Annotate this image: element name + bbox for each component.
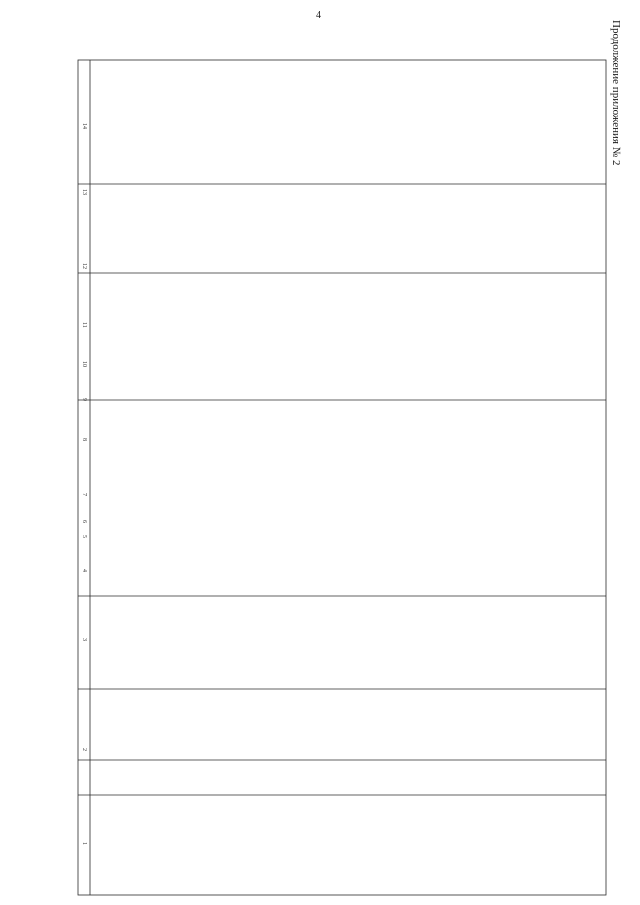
- column-number-8: 8: [81, 438, 87, 441]
- column-number-1: 1: [81, 842, 87, 845]
- column-number-2: 2: [81, 748, 87, 751]
- table-border: [78, 60, 606, 895]
- column-number-12: 12: [81, 263, 87, 269]
- column-number-11: 11: [81, 322, 87, 328]
- column-number-6: 6: [81, 520, 87, 523]
- column-number-13: 13: [81, 189, 87, 195]
- column-number-7: 7: [81, 493, 87, 496]
- column-number-14: 14: [81, 123, 87, 129]
- column-number-strip: [81, 123, 87, 845]
- page-number: 4: [316, 10, 321, 21]
- column-number-10: 10: [81, 361, 87, 367]
- continuation-caption: Продолжение приложения № 2: [610, 20, 622, 166]
- column-number-3: 3: [81, 638, 87, 641]
- column-number-4: 4: [81, 569, 87, 572]
- column-number-9: 9: [81, 398, 87, 401]
- column-number-5: 5: [81, 535, 87, 538]
